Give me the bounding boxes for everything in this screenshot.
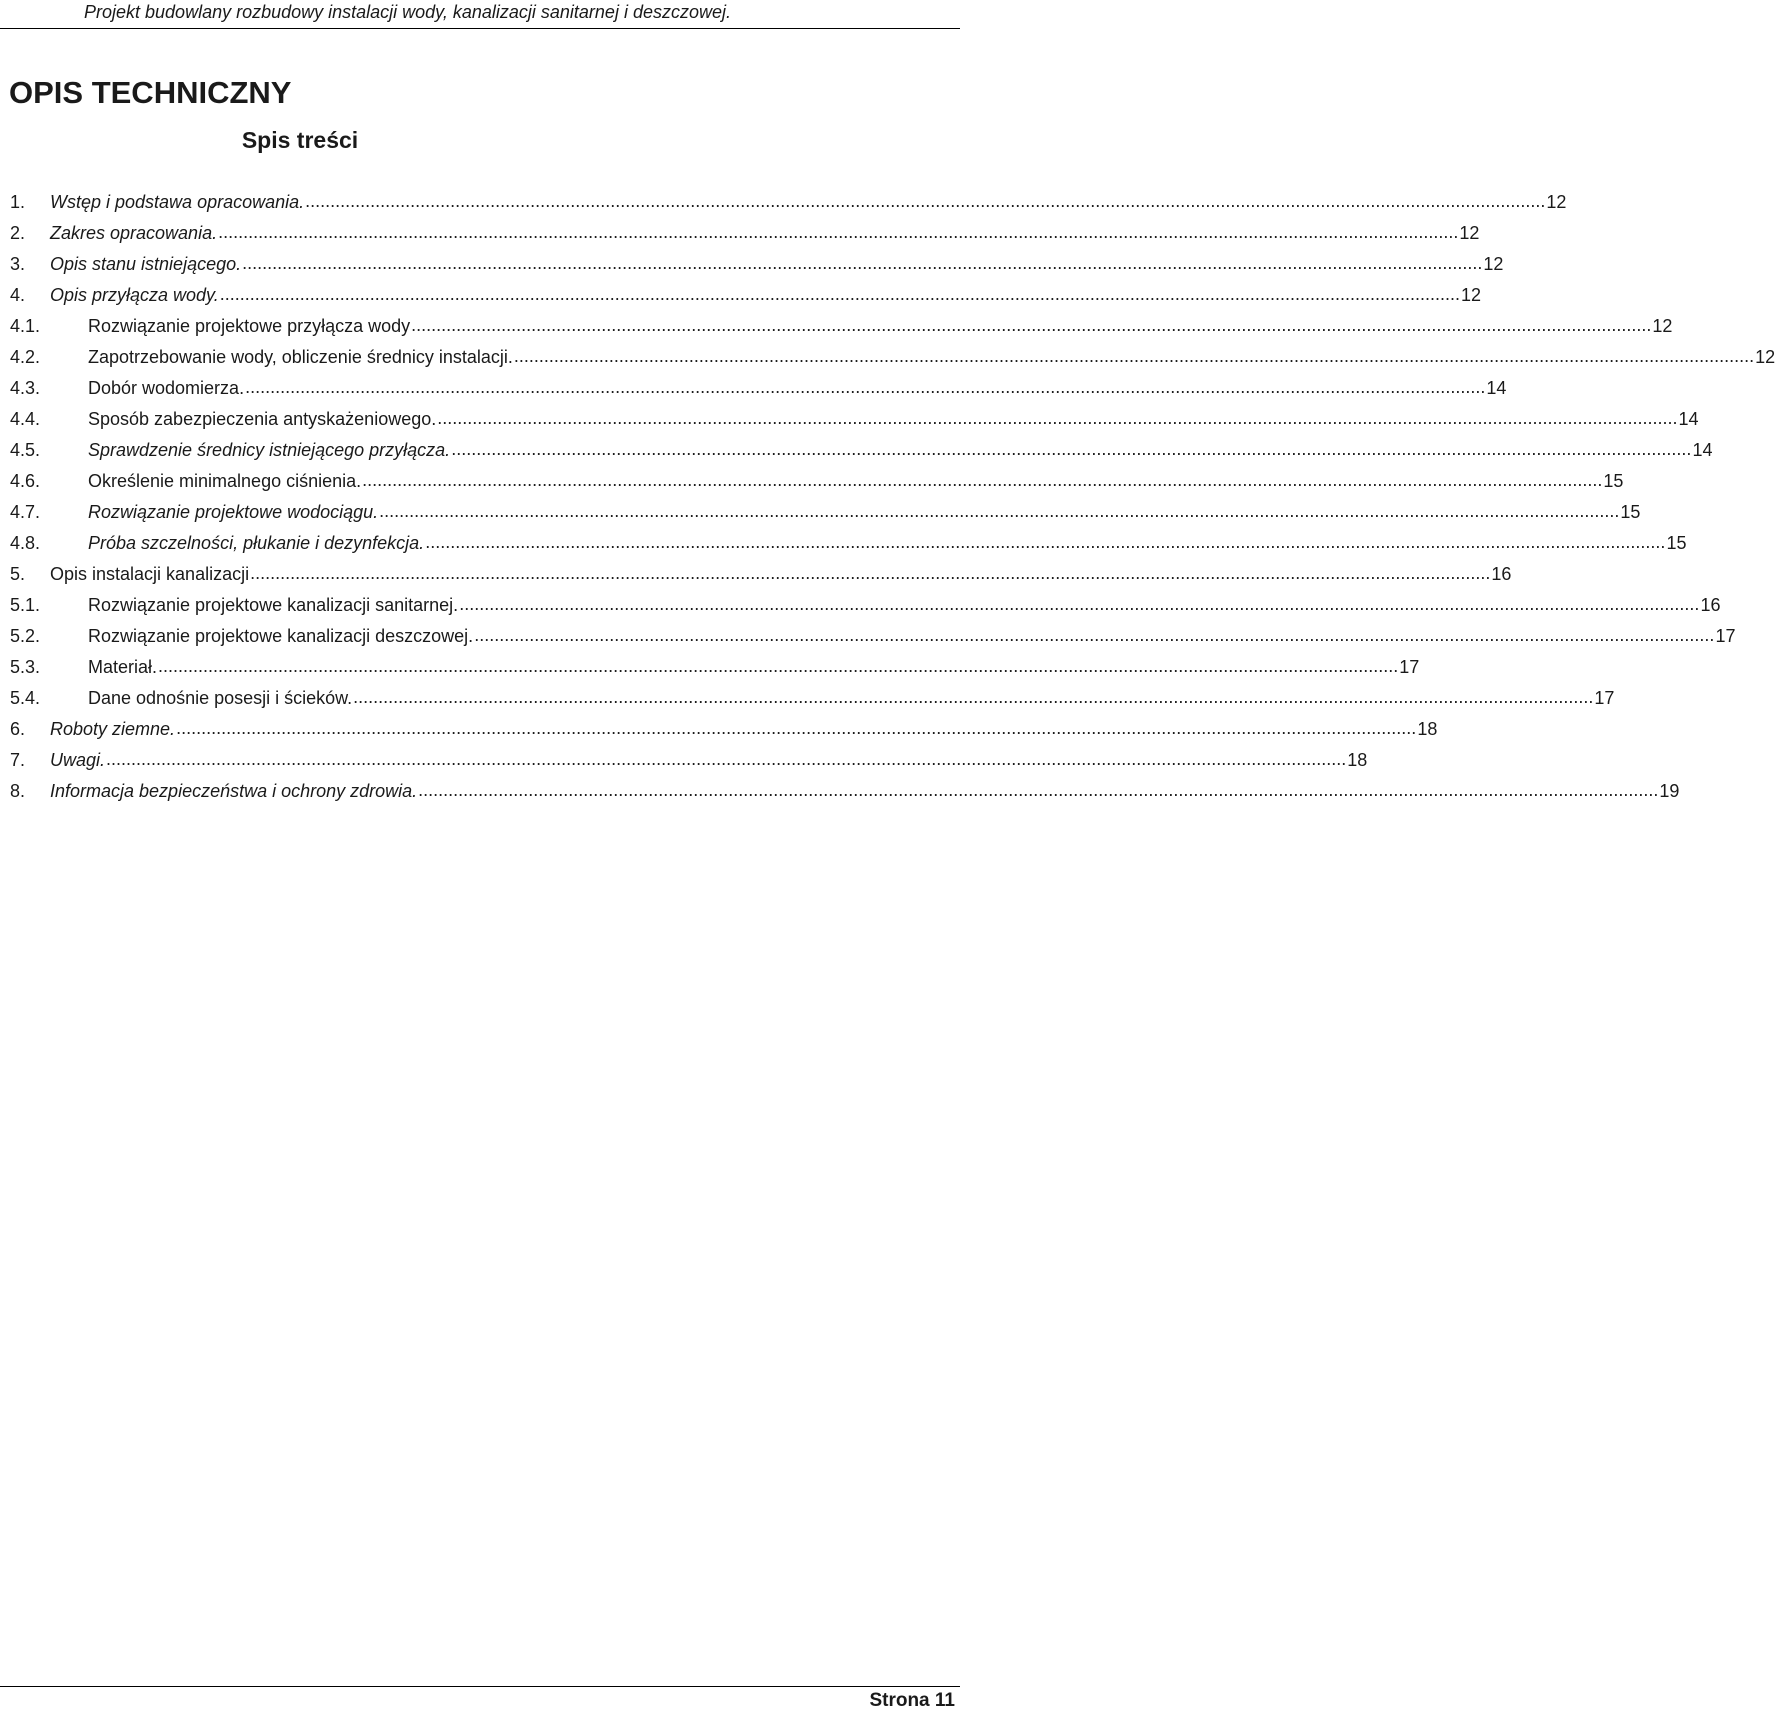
toc-entry-number: 6. [10,719,26,739]
toc-entry-title: Informacja bezpieczeństwa i ochrony zdrowia. [50,781,418,801]
toc-entry-page: 12 [1755,347,1775,367]
toc-entry-title: Roboty ziemne. [50,719,176,739]
page-number: Strona 11 [869,1690,955,1711]
toc-entry[interactable] [10,502,1641,533]
toc-entry[interactable] [10,347,1775,378]
toc-entry[interactable] [10,409,1699,440]
toc-dot-leader [418,780,1658,801]
toc-entry-number: 4.3. [10,378,41,398]
toc-entry[interactable] [10,688,1615,719]
table-of-contents [10,192,1775,812]
running-header [0,0,960,29]
toc-dot-leader [379,501,1619,522]
page-footer [0,1686,960,1720]
toc-entry[interactable] [10,533,1687,564]
toc-entry-page: 17 [1594,688,1615,708]
toc-entry-title: Opis stanu istniejącego. [50,254,242,274]
toc-entry[interactable] [10,719,1438,750]
toc-entry-page: 14 [1486,378,1507,398]
toc-dot-leader [514,346,1754,367]
toc-entry-title: Sprawdzenie średnicy istniejącego przyłącza. [88,440,451,460]
toc-entry-number: 4.2. [10,347,41,367]
toc-entry-number: 4.1. [10,316,41,336]
toc-entry[interactable] [10,626,1736,657]
toc-dot-leader [305,191,1545,212]
toc-entry-page: 18 [1347,750,1368,770]
toc-entry-page: 15 [1603,471,1624,491]
toc-entry-number: 5. [10,564,26,584]
toc-entry-title: Wstęp i podstawa opracowania. [50,192,305,212]
toc-entry[interactable] [10,781,1680,812]
toc-entry-title: Rozwiązanie projektowe wodociągu. [88,502,379,522]
toc-entry-page: 16 [1700,595,1721,615]
toc-dot-leader [362,470,1602,491]
toc-entry-title: Określenie minimalnego ciśnienia. [88,471,362,491]
toc-entry-number: 4. [10,285,26,305]
toc-entry-number: 5.3. [10,657,41,677]
toc-entry-title: Opis instalacji kanalizacji [50,564,250,584]
toc-dot-leader [459,594,1699,615]
toc-entry[interactable] [10,316,1673,347]
toc-entry-title: Rozwiązanie projektowe kanalizacji sanitarnej. [88,595,459,615]
toc-dot-leader [242,253,1482,274]
toc-entry-number: 3. [10,254,26,274]
toc-entry[interactable] [10,657,1420,688]
toc-dot-leader [411,315,1651,336]
toc-entry-page: 12 [1460,285,1482,305]
toc-dot-leader [250,563,1490,584]
toc-dot-leader [425,532,1665,553]
toc-entry[interactable] [10,564,1512,595]
toc-entry-title: Zapotrzebowanie wody, obliczenie średnicy instalacji. [88,347,513,367]
toc-dot-leader [353,687,1593,708]
toc-entry-title: Sposób zabezpieczenia antyskażeniowego. [88,409,437,429]
toc-entry-page: 18 [1417,719,1438,739]
toc-entry[interactable] [10,192,1567,223]
toc-heading: Spis treści [241,127,359,153]
toc-entry-number: 8. [10,781,26,801]
toc-entry-page: 15 [1666,533,1687,553]
toc-entry-title: Uwagi. [50,750,106,770]
toc-entry[interactable] [10,750,1368,781]
toc-dot-leader [474,625,1714,646]
toc-entry-title: Rozwiązanie projektowe przyłącza wody [88,316,411,336]
toc-entry-page: 12 [1483,254,1504,274]
toc-entry[interactable] [10,595,1721,626]
toc-entry-number: 5.1. [10,595,41,615]
toc-entry-number: 4.7. [10,502,41,522]
toc-entry-page: 17 [1399,657,1420,677]
toc-dot-leader [220,284,1460,305]
toc-entry-number: 4.4. [10,409,41,429]
toc-entry-title: Próba szczelności, płukanie i dezynfekcja. [88,533,425,553]
toc-dot-leader [451,439,1691,460]
toc-entry-title: Zakres opracowania. [50,223,218,243]
toc-entry-page: 16 [1491,564,1512,584]
toc-entry-title: Dane odnośnie posesji i ścieków. [88,688,353,708]
toc-dot-leader [437,408,1677,429]
toc-entry-number: 4.5. [10,440,41,460]
toc-entry[interactable] [10,378,1507,409]
toc-entry-page: 14 [1692,440,1713,460]
toc-entry-page: 17 [1715,626,1736,646]
toc-entry-number: 2. [10,223,26,243]
toc-dot-leader [158,656,1398,677]
toc-entry[interactable] [10,254,1504,285]
toc-entry-number: 4.8. [10,533,41,553]
toc-entry-title: Dobór wodomierza. [88,378,245,398]
toc-dot-leader [106,749,1346,770]
toc-entry-page: 12 [1546,192,1567,212]
toc-dot-leader [245,377,1485,398]
toc-entry-title: Rozwiązanie projektowe kanalizacji deszczowej. [88,626,474,646]
toc-entry-number: 1. [10,192,26,212]
toc-entry-page: 14 [1678,409,1699,429]
toc-entry-number: 7. [10,750,26,770]
toc-entry-page: 19 [1659,781,1680,801]
toc-entry[interactable] [10,471,1624,502]
toc-entry-page: 12 [1652,316,1673,336]
toc-entry-number: 4.6. [10,471,41,491]
toc-entry-page: 15 [1620,502,1641,522]
toc-dot-leader [218,222,1458,243]
document-title: OPIS TECHNICZNY [9,75,292,110]
toc-entry-number: 5.4. [10,688,41,708]
toc-entry-title: Materiał. [88,657,158,677]
toc-entry-title: Opis przyłącza wody. [50,285,219,305]
running-header-title: Projekt budowlany rozbudowy instalacji wody, kanalizacji sanitarnej i deszczowej. [84,2,731,22]
toc-entry[interactable] [10,223,1480,254]
toc-entry-page: 12 [1459,223,1480,243]
toc-dot-leader [176,718,1416,739]
toc-entry[interactable] [10,440,1713,471]
toc-entry[interactable] [10,285,1482,316]
toc-entry-number: 5.2. [10,626,41,646]
